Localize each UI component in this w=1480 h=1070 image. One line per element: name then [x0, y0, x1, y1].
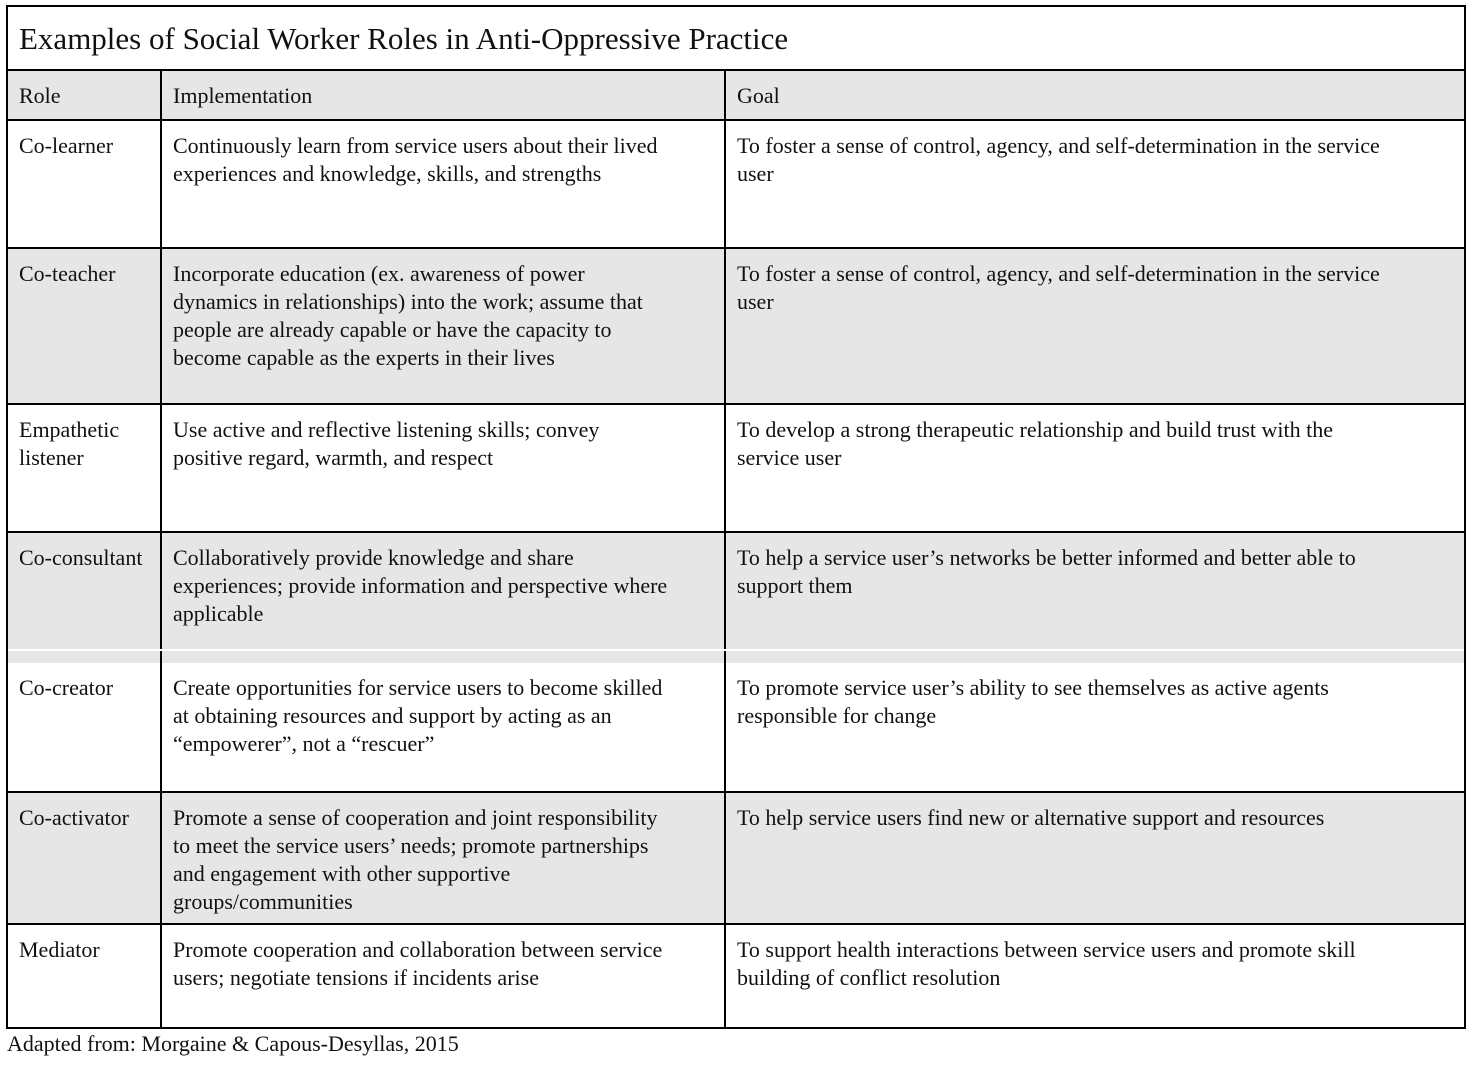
goal-cell: To help a service user’s networks be better informed and better able to support them — [737, 545, 1356, 598]
source-citation: Adapted from: Morgaine & Capous-Desyllas, 2015 — [7, 1031, 459, 1056]
roles-table — [6, 5, 1466, 1029]
header-role: Role — [8, 71, 162, 119]
table-row — [8, 405, 1464, 533]
table-row — [8, 663, 1464, 793]
goal-cell: To support health interactions between service users and promote skill building of conflict resolution — [737, 937, 1356, 990]
implementation-cell: Promote cooperation and collaboration between service users; negotiate tensions if incidents arise — [162, 925, 726, 1027]
implementation-cell: Use active and reflective listening skills; convey positive regard, warmth, and respect — [162, 405, 726, 531]
role-cell: Co-creator — [8, 663, 162, 791]
implementation-cell: Create opportunities for service users to become skilled at obtaining resources and support by acting as an “empowerer”, not a “rescuer” — [162, 663, 726, 791]
table-row — [8, 925, 1464, 1027]
implementation-cell: Continuously learn from service users about their lived experiences and knowledge, skills, and strengths — [162, 121, 726, 247]
implementation-cell: Incorporate education (ex. awareness of power dynamics in relationships) into the work; assume that people are already capable or have the capacity to become capable as the experts in their lives — [162, 249, 726, 403]
role-cell: Empathetic listener — [8, 405, 162, 531]
table-row — [8, 249, 1464, 405]
implementation-cell: Collaboratively provide knowledge and share experiences; provide information and perspective where applicable — [162, 533, 726, 663]
goal-cell: To help service users find new or alternative support and resources — [737, 805, 1325, 830]
role-cell: Co-consultant — [8, 533, 162, 663]
goal-cell: To foster a sense of control, agency, and self-determination in the service user — [737, 261, 1380, 314]
role-cell: Co-learner — [8, 121, 162, 247]
goal-cell: To foster a sense of control, agency, and self-determination in the service user — [737, 133, 1380, 186]
goal-cell: To promote service user’s ability to see themselves as active agents responsible for change — [737, 675, 1329, 728]
table-header-row — [8, 71, 1464, 121]
role-cell: Co-activator — [8, 793, 162, 923]
implementation-cell: Promote a sense of cooperation and joint responsibility to meet the service users’ needs; promote partnerships and engagement with other supportive groups/communities — [162, 793, 726, 923]
table-row — [8, 793, 1464, 925]
role-cell: Mediator — [8, 925, 162, 1027]
table-row — [8, 121, 1464, 249]
table-title-row — [8, 7, 1464, 71]
table-title: Examples of Social Worker Roles in Anti-Oppressive Practice — [19, 21, 789, 56]
row-separator — [8, 649, 1464, 651]
goal-cell: To develop a strong therapeutic relationship and build trust with the service user — [737, 417, 1333, 470]
table-row — [8, 533, 1464, 663]
header-goal: Goal — [737, 83, 780, 108]
header-implementation: Implementation — [162, 71, 726, 119]
role-cell: Co-teacher — [8, 249, 162, 403]
